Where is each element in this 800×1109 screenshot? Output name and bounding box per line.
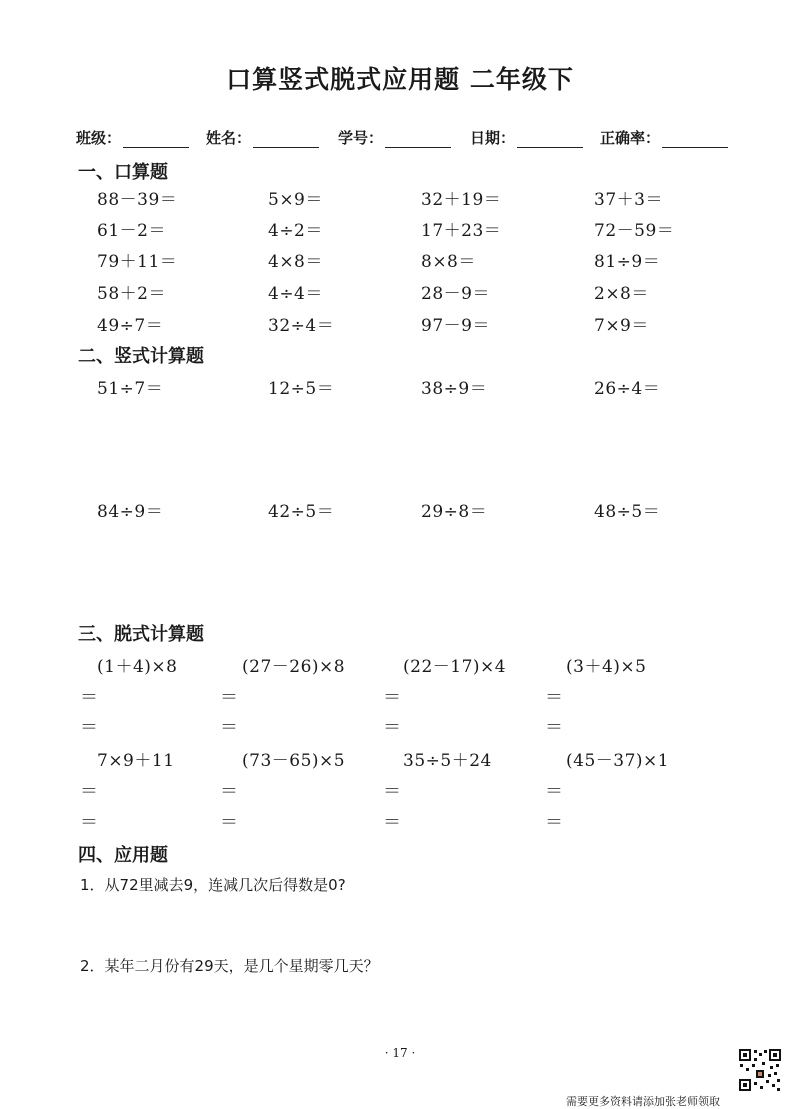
date-field — [470, 127, 583, 148]
student-number-blank — [385, 133, 451, 148]
accuracy-label: 正确率： — [600, 129, 661, 147]
qr-code-icon — [738, 1048, 782, 1092]
problem: 2×8＝ — [594, 284, 649, 304]
accuracy-blank — [662, 133, 728, 148]
word-problem-2: 2．某年二月份有29天，是几个星期零几天？ — [80, 957, 379, 975]
problem: 58＋2＝ — [97, 284, 166, 304]
equals-sign: ＝ — [80, 717, 98, 738]
problem: 38÷9＝ — [421, 379, 488, 399]
problem: 97－9＝ — [421, 316, 490, 336]
section2-heading: 二、竖式计算题 — [78, 346, 204, 367]
equals-sign: ＝ — [545, 812, 563, 833]
class-label: 班级： — [76, 129, 122, 147]
problem: 4×8＝ — [268, 252, 323, 272]
word-problem-1: 1．从72里减去9，连减几次后得数是0? — [80, 876, 346, 894]
equals-sign: ＝ — [383, 687, 401, 708]
date-label: 日期： — [470, 129, 516, 147]
problem: 51÷7＝ — [97, 379, 164, 399]
problem: 17＋23＝ — [421, 221, 502, 241]
problem: 81÷9＝ — [594, 252, 661, 272]
accuracy-field — [600, 127, 728, 148]
problem: (3＋4)×5 — [566, 657, 647, 677]
problem: 37＋3＝ — [594, 190, 663, 210]
problem: 42÷5＝ — [268, 502, 335, 522]
equals-sign: ＝ — [545, 717, 563, 738]
problem: 61－2＝ — [97, 221, 166, 241]
equals-sign: ＝ — [80, 781, 98, 802]
equals-sign: ＝ — [545, 781, 563, 802]
problem: 8×8＝ — [421, 252, 476, 272]
problem: 5×9＝ — [268, 190, 323, 210]
class-field — [76, 127, 189, 148]
section1-heading: 一、口算题 — [78, 162, 168, 183]
equals-sign: ＝ — [220, 781, 238, 802]
equals-sign: ＝ — [220, 717, 238, 738]
class-blank — [123, 133, 189, 148]
problem: 84÷9＝ — [97, 502, 164, 522]
problem: 4÷2＝ — [268, 221, 323, 241]
equals-sign: ＝ — [383, 717, 401, 738]
problem: (22－17)×4 — [403, 657, 507, 677]
equals-sign: ＝ — [80, 687, 98, 708]
equals-sign: ＝ — [383, 781, 401, 802]
equals-sign: ＝ — [383, 812, 401, 833]
problem: 32＋19＝ — [421, 190, 502, 210]
section4-heading: 四、应用题 — [78, 845, 168, 866]
problem: 12÷5＝ — [268, 379, 335, 399]
equals-sign: ＝ — [220, 687, 238, 708]
problem: 7×9＝ — [594, 316, 649, 336]
problem: 48÷5＝ — [594, 502, 661, 522]
equals-sign: ＝ — [545, 687, 563, 708]
problem: (27－26)×8 — [242, 657, 346, 677]
problem: 28－9＝ — [421, 284, 490, 304]
problem: (1＋4)×8 — [97, 657, 178, 677]
problem: 29÷8＝ — [421, 502, 488, 522]
problem: 35÷5＋24 — [403, 751, 492, 771]
problem: 32÷4＝ — [268, 316, 335, 336]
equals-sign: ＝ — [80, 812, 98, 833]
problem: 79＋11＝ — [97, 252, 178, 272]
problem: (45－37)×1 — [566, 751, 670, 771]
equals-sign: ＝ — [220, 812, 238, 833]
problem: (73－65)×5 — [242, 751, 346, 771]
problem: 49÷7＝ — [97, 316, 164, 336]
footer-note: 需要更多资料请添加张老师领取 — [566, 1095, 720, 1108]
problem: 7×9＋11 — [97, 751, 175, 771]
section3-heading: 三、脱式计算题 — [78, 624, 204, 645]
page-title: 口算竖式脱式应用题 二年级下 — [226, 65, 574, 94]
name-label: 姓名： — [206, 129, 252, 147]
problem: 26÷4＝ — [594, 379, 661, 399]
problem: 88－39＝ — [97, 190, 178, 210]
problem: 4÷4＝ — [268, 284, 323, 304]
name-field — [206, 127, 319, 148]
problem: 72－59＝ — [594, 221, 675, 241]
date-blank — [517, 133, 583, 148]
student-number-field — [338, 127, 451, 148]
page-number: · 17 · — [384, 1046, 416, 1060]
name-blank — [253, 133, 319, 148]
student-number-label: 学号： — [338, 129, 384, 147]
